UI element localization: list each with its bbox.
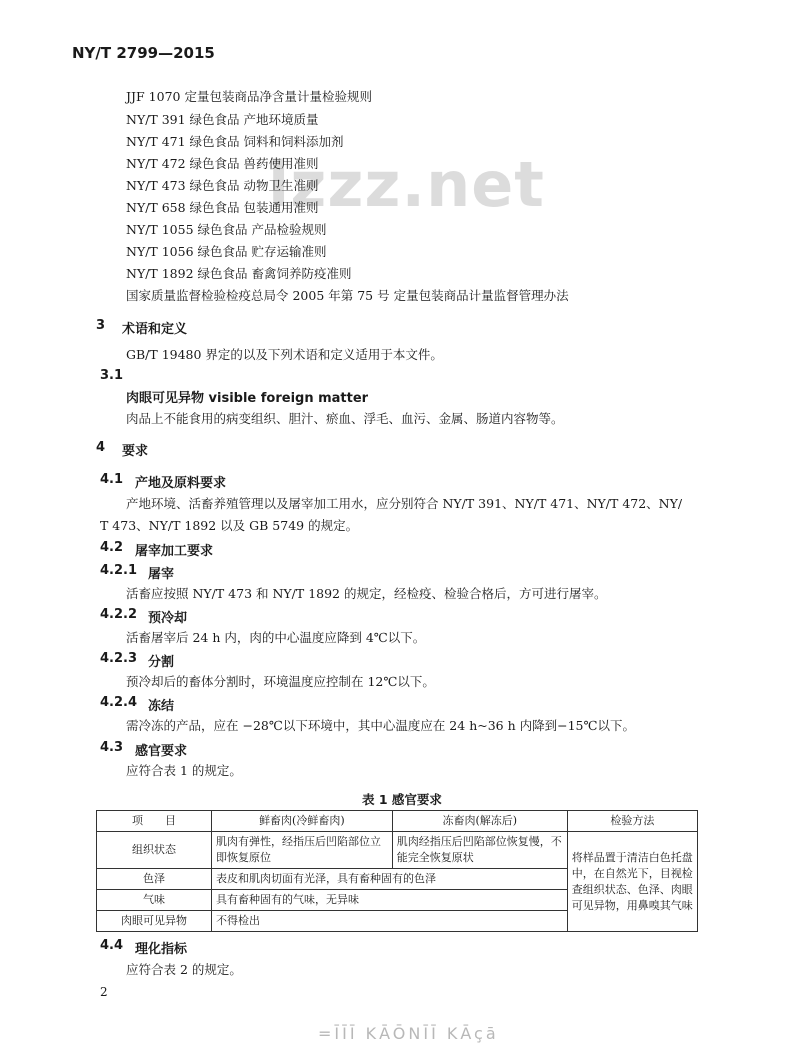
- reference-item: NY/T 471 绿色食品 饲料和饲料添加剂: [126, 134, 344, 149]
- reference-item: NY/T 658 绿色食品 包装通用准则: [126, 200, 319, 215]
- reference-item: NY/T 1892 绿色食品 畜禽饲养防疫准则: [126, 266, 352, 281]
- paragraph: 活畜屠宰后 24 h 内，肉的中心温度应降到 4℃以下。: [126, 630, 426, 645]
- watermark: lzzz.net: [268, 148, 545, 221]
- reference-item: NY/T 473 绿色食品 动物卫生准则: [126, 178, 319, 193]
- section-number: 3: [96, 318, 106, 333]
- paragraph: 应符合表 1 的规定。: [126, 763, 242, 778]
- subsection-number: 4.1: [100, 472, 124, 487]
- table-cell-item: 色泽: [97, 869, 212, 890]
- paragraph: 需冷冻的产品，应在 −28℃以下环境中，其中心温度应在 24 h~36 h 内降到−15℃以下。: [126, 718, 635, 733]
- table-header-cell: 冻畜肉(解冻后): [392, 811, 567, 832]
- subsection-title: 分割: [148, 655, 175, 670]
- table-cell: 不得检出: [211, 911, 567, 932]
- section-title: 要求: [122, 444, 149, 459]
- subsection-title: 感官要求: [135, 744, 188, 759]
- subsection-title: 屠宰加工要求: [135, 544, 214, 559]
- paragraph: T 473、NY/T 1892 以及 GB 5749 的规定。: [100, 518, 359, 533]
- table-cell-item: 组织状态: [97, 832, 212, 869]
- reference-item: JJF 1070 定量包装商品净含量计量检验规则: [126, 89, 372, 104]
- table-cell: 肌肉有弹性，经指压后凹陷部位立即恢复原位: [211, 832, 392, 869]
- reference-item: NY/T 472 绿色食品 兽药使用准则: [126, 156, 319, 171]
- subsection-number: 4.3: [100, 740, 124, 755]
- subsection-number: 4.2: [100, 540, 124, 555]
- paragraph: 预冷却后的畜体分割时，环境温度应控制在 12℃以下。: [126, 674, 435, 689]
- table-cell: 表皮和肌肉切面有光泽，具有畜种固有的色泽: [211, 869, 567, 890]
- subsection-number: 4.2.1: [100, 563, 138, 578]
- table-caption: 表 1 感官要求: [362, 792, 442, 807]
- table-cell-method: 将样品置于清洁白色托盘中，在自然光下，目视检查组织状态、色泽、肉眼可见异物，用鼻嗅其气味: [567, 832, 697, 932]
- subsection-title: 屠宰: [148, 567, 175, 582]
- subsection-title: 冻结: [148, 699, 175, 714]
- reference-item: NY/T 1055 绿色食品 产品检验规则: [126, 222, 327, 237]
- table-cell: 肌肉经指压后凹陷部位恢复慢，不能完全恢复原状: [392, 832, 567, 869]
- paragraph: 应符合表 2 的规定。: [126, 962, 242, 977]
- paragraph: 活畜应按照 NY/T 473 和 NY/T 1892 的规定，经检疫、检验合格后，方可进行屠宰。: [126, 586, 607, 601]
- table-cell-item: 气味: [97, 890, 212, 911]
- term-title: 肉眼可见异物 visible foreign matter: [126, 391, 369, 406]
- subsection-number: 4.2.4: [100, 695, 138, 710]
- reference-item: 国家质量监督检验检疫总局令 2005 年第 75 号 定量包装商品计量监督管理办法: [126, 288, 569, 303]
- paragraph: GB/T 19480 界定的以及下列术语和定义适用于本文件。: [126, 347, 443, 362]
- subsection-title: 产地及原料要求: [135, 476, 227, 491]
- table-cell-item: 肉眼可见异物: [97, 911, 212, 932]
- table-header-cell: 鲜畜肉(冷鲜畜肉): [211, 811, 392, 832]
- subsection-number: 4.2.2: [100, 607, 138, 622]
- subsection-title: 预冷却: [148, 611, 188, 626]
- standard-header: NY/T 2799—2015: [72, 44, 215, 62]
- sensory-requirements-table: [96, 810, 698, 932]
- page-number: 2: [100, 985, 108, 999]
- paragraph: 产地环境、活畜养殖管理以及屠宰加工用水，应分别符合 NY/T 391、NY/T 471、NY/T 472、NY/: [126, 496, 683, 511]
- reference-item: NY/T 391 绿色食品 产地环境质量: [126, 112, 319, 127]
- section-title: 术语和定义: [122, 322, 188, 337]
- table-header-cell: 项 目: [97, 811, 212, 832]
- subsection-number: 4.2.3: [100, 651, 138, 666]
- term-number: 3.1: [100, 368, 124, 383]
- subsection-title: 理化指标: [135, 942, 188, 957]
- table-row: [97, 832, 698, 869]
- table-header-row: [97, 811, 698, 832]
- table-cell: 具有畜种固有的气味，无异味: [211, 890, 567, 911]
- reference-item: NY/T 1056 绿色食品 贮存运输准则: [126, 244, 327, 259]
- section-number: 4: [96, 440, 106, 455]
- subsection-number: 4.4: [100, 938, 124, 953]
- term-definition: 肉品上不能食用的病变组织、胆汁、瘀血、浮毛、血污、金属、肠道内容物等。: [126, 411, 564, 426]
- table-header-cell: 检验方法: [567, 811, 697, 832]
- footer-watermark: =ĪĪĪ KĀŌNĪĪ KĀçā: [318, 1024, 499, 1043]
